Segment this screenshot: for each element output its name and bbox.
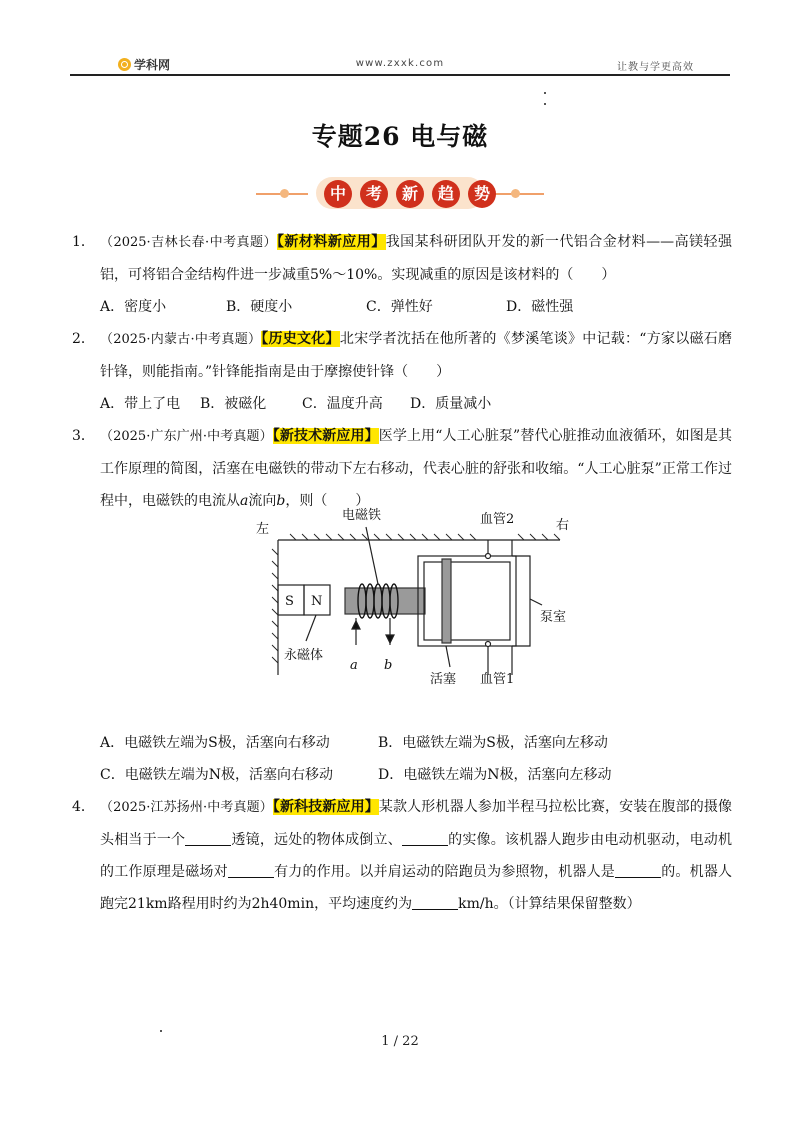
heart-pump-figure [250, 499, 590, 695]
banner-dot [511, 189, 520, 198]
ceiling-hatch [290, 534, 560, 540]
option-a[interactable]: A．密度小 [100, 299, 167, 315]
label-b: b [384, 658, 393, 673]
header-divider [70, 74, 730, 76]
question-source: （2025·吉林长春·中考真题） [100, 235, 277, 250]
option-c[interactable]: C．弹性好 [366, 299, 433, 315]
stem-part: 透镜，远处的物体成倒立、 [231, 832, 402, 848]
speck [544, 92, 546, 94]
electromagnet-label: 电磁铁 [342, 508, 382, 523]
pump-chamber [512, 556, 530, 646]
stem-part: 有力的作用。以并肩运动的陪跑员为参照物，机器人是 [273, 864, 615, 880]
question-stem: 北宋学者沈括在他所著的《梦溪笔谈》中记载：“方家以磁石磨针锋，则能指南。”针锋能指南是由于摩擦使针锋（ ） [100, 331, 733, 380]
question-tag: 【新科技新应用】 [272, 799, 379, 815]
question-stem: 我国某科研团队开发的新一代铝合金材料——高镁轻强铝，可将铝合金结构件进一步减重5%～10%。实现减重的原因是该材料的（ ） [100, 234, 733, 283]
question-source: （2025·内蒙古·中考真题） [100, 332, 262, 347]
question-number: 4． [72, 799, 95, 815]
valve-bottom [486, 642, 491, 647]
right-label: 右 [556, 518, 570, 533]
piston-leader [446, 646, 450, 667]
question-4 [72, 791, 732, 920]
options [100, 727, 732, 791]
banner-char: 新 [396, 180, 424, 208]
arrow-b [386, 635, 394, 643]
magnet-s-label: S [285, 594, 294, 609]
question-stem-cont: 流向 [248, 493, 277, 509]
header-slogan: 让教与学更高效 [617, 62, 694, 73]
options [100, 291, 732, 323]
option-c[interactable]: C．电磁铁左端为N极，活塞向右移动 [100, 767, 333, 783]
pump-label: 泵室 [540, 610, 567, 625]
question-tag: 【历史文化】 [261, 331, 340, 347]
point-b-label: b [276, 493, 286, 509]
wall-hatch [272, 549, 278, 663]
question-tag: 【新材料新应用】 [276, 234, 386, 250]
page-number: 1 / 22 [381, 1034, 419, 1049]
stem-part: km/h。（计算结果保留整数） [458, 896, 641, 912]
answer-blank[interactable] [412, 893, 458, 910]
option-b[interactable]: B．硬度小 [226, 299, 293, 315]
banner-chars [324, 180, 496, 208]
option-a[interactable]: A．带上了电 [100, 396, 181, 412]
pump-leader [530, 599, 542, 605]
electromagnet-core [345, 588, 425, 614]
valve-top [486, 554, 491, 559]
question-source: （2025·广东广州·中考真题） [100, 429, 273, 444]
question-tag: 【新技术新应用】 [272, 428, 379, 444]
stem-part: 的。机器人跑完21km路程用时约为2h40min，平均速度约为 [100, 864, 733, 912]
question-stem: 医学上用“人工心脏泵”替代心脏推动血液循环，如图是其工作原理的简图，活塞在电磁铁的带动下左右移动，代表心脏的舒张和收缩。“人工心脏泵”正常工作过程中，电磁铁的电流从 [100, 428, 732, 509]
stem-part: 某款人形机器人参加半程马拉松比赛，安装在腹部的摄像头相当于一个 [100, 799, 732, 848]
option-d[interactable]: D．质量减小 [410, 396, 492, 412]
question-text [100, 791, 732, 920]
question-stem-end: ，则（ ） [285, 493, 370, 509]
magnet-label: 永磁体 [284, 648, 324, 663]
magnet-leader [306, 615, 316, 641]
option-d[interactable]: D．磁性强 [506, 299, 574, 315]
question-number: 2． [72, 331, 95, 347]
logo-text: 学科网 [134, 58, 171, 72]
answer-blank[interactable] [228, 861, 274, 878]
stem-part: 的实像。该机器人跑步由电动机驱动，电动机的工作原理是磁场对 [100, 832, 733, 880]
trend-banner [252, 175, 548, 213]
answer-blank[interactable] [615, 861, 661, 878]
header-url: www.zxxk.com [355, 58, 445, 69]
banner-char: 考 [360, 180, 388, 208]
cylinder-inner [424, 562, 510, 640]
option-d[interactable]: D．电磁铁左端为N极，活塞向左移动 [378, 767, 612, 783]
question-number: 3． [72, 428, 95, 444]
question-1 [72, 226, 732, 323]
vessel1-label: 血管1 [480, 672, 515, 687]
question-text [100, 226, 732, 291]
magnet-n-label: N [311, 594, 323, 609]
answer-blank[interactable] [402, 829, 448, 846]
banner-char: 中 [324, 180, 352, 208]
piston-label: 活塞 [430, 672, 457, 687]
page-header [70, 54, 730, 76]
answer-blank[interactable] [185, 829, 231, 846]
speck [160, 1030, 162, 1032]
left-label: 左 [256, 522, 270, 537]
option-b[interactable]: B．被磁化 [200, 396, 267, 412]
arrow-a [352, 621, 360, 629]
point-a-label: a [240, 493, 249, 509]
banner-char: 趋 [432, 180, 460, 208]
option-a[interactable]: A．电磁铁左端为S极，活塞向右移动 [100, 735, 330, 751]
cylinder-outer [418, 556, 516, 646]
question-number: 1． [72, 234, 95, 250]
speck [544, 103, 546, 105]
banner-char: 势 [468, 180, 496, 208]
banner-dot [280, 189, 289, 198]
option-c[interactable]: C．温度升高 [302, 396, 383, 412]
electromagnet-leader [366, 527, 378, 584]
vessel2-label: 血管2 [480, 512, 515, 527]
page-title: 专题26 电与磁 [311, 122, 489, 151]
question-source: （2025·江苏扬州·中考真题） [100, 800, 273, 815]
question-text [100, 323, 732, 388]
piston [442, 559, 451, 643]
question-2 [72, 323, 732, 420]
options [100, 388, 732, 420]
label-a: a [350, 658, 358, 673]
option-b[interactable]: B．电磁铁左端为S极，活塞向左移动 [378, 735, 608, 751]
